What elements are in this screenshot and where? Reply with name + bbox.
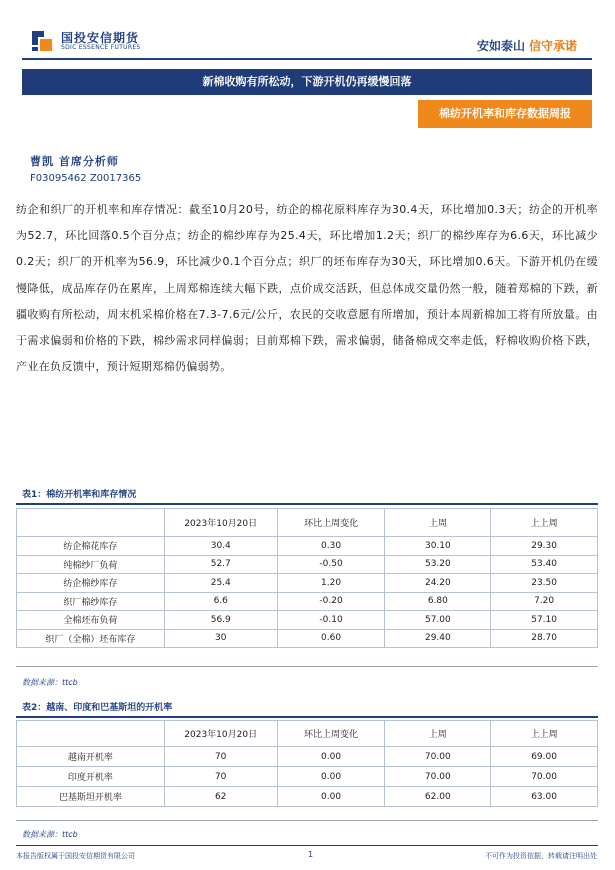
table-cell: 29.40	[385, 629, 491, 648]
table-cell: 70	[164, 747, 277, 767]
table-row	[17, 747, 598, 767]
column-header: 环比上周变化	[277, 509, 385, 537]
table-row	[17, 592, 598, 611]
table-cell: 70.00	[385, 747, 491, 767]
table-cell: 57.10	[491, 611, 598, 630]
report-title-banner: 新棉收购有所松动，下游开机仍再缓慢回落	[22, 69, 592, 95]
slogan-part-1: 安如泰山	[476, 39, 525, 53]
company-logo	[30, 28, 205, 54]
table-cell: 69.00	[491, 747, 598, 767]
column-header: 环比上周变化	[277, 721, 385, 747]
table-cell: 6.6	[164, 592, 277, 611]
row-label: 印度开机率	[17, 767, 165, 787]
table-cell: 52.7	[164, 555, 277, 574]
table2-header-row	[17, 721, 598, 747]
table-cell: 0.00	[277, 767, 385, 787]
table-cell: 24.20	[385, 574, 491, 593]
column-header	[17, 721, 165, 747]
table-cell: 62.00	[385, 787, 491, 807]
table2-source: 数据来源：ttcb	[22, 830, 78, 839]
table-row	[17, 611, 598, 630]
slogan	[477, 37, 577, 54]
table-cell: 0.00	[277, 787, 385, 807]
table-cell: -0.10	[277, 611, 385, 630]
row-label: 巴基斯坦开机率	[17, 787, 165, 807]
table-row	[17, 574, 598, 593]
logo-text-en: SDIC ESSENCE FUTURES	[61, 44, 141, 51]
row-label: 越南开机率	[17, 747, 165, 767]
table-cell: 0.00	[277, 747, 385, 767]
table2-top-rule	[16, 716, 598, 718]
table1	[16, 508, 598, 648]
page-number: 1	[308, 850, 314, 859]
table-cell: 62	[164, 787, 277, 807]
row-label: 纯棉纱厂负荷	[17, 555, 165, 574]
header-divider	[22, 58, 592, 60]
table-cell: 6.80	[385, 592, 491, 611]
table-cell: 53.40	[491, 555, 598, 574]
footer-copyright: 本报告版权属于国投安信期货有限公司	[16, 852, 135, 860]
table-cell: 63.00	[491, 787, 598, 807]
table-cell: 29.30	[491, 537, 598, 556]
column-header: 2023年10月20日	[164, 509, 277, 537]
table-cell: 0.60	[277, 629, 385, 648]
table-cell: -0.20	[277, 592, 385, 611]
table1-bottom-rule	[16, 666, 598, 667]
column-header: 上周	[385, 721, 491, 747]
table1-source: 数据来源：ttcb	[22, 678, 78, 687]
table-cell: 25.4	[164, 574, 277, 593]
table-cell: 70.00	[385, 767, 491, 787]
table-cell: 30.4	[164, 537, 277, 556]
table-row	[17, 787, 598, 807]
table-row	[17, 767, 598, 787]
table-cell: 30.10	[385, 537, 491, 556]
row-label: 织厂（全棉）坯布库存	[17, 629, 165, 648]
table1-top-rule	[16, 503, 598, 505]
table-row	[17, 555, 598, 574]
column-header: 上周	[385, 509, 491, 537]
table-cell: 57.00	[385, 611, 491, 630]
column-header: 上上周	[491, 509, 598, 537]
row-label: 织厂棉纱库存	[17, 592, 165, 611]
slogan-part-2: 信守承诺	[528, 39, 577, 53]
row-label: 纺企棉纱库存	[17, 574, 165, 593]
column-header: 上上周	[491, 721, 598, 747]
table-cell: -0.50	[277, 555, 385, 574]
report-type-tag: 棉纺开机率和库存数据周报	[418, 100, 592, 128]
table-cell: 1.20	[277, 574, 385, 593]
row-label: 纺企棉花库存	[17, 537, 165, 556]
table2-title: 表2：越南、印度和巴基斯坦的开机率	[22, 703, 173, 713]
column-header: 2023年10月20日	[164, 721, 277, 747]
table-cell: 56.9	[164, 611, 277, 630]
table-cell: 70.00	[491, 767, 598, 787]
table-row	[17, 629, 598, 648]
table-cell: 53.20	[385, 555, 491, 574]
author-certificates: F03095462 Z0017365	[30, 173, 142, 184]
table1-title: 表1：棉纺开机率和库存情况	[22, 490, 137, 500]
table2-bottom-rule	[16, 820, 598, 821]
table-cell: 30	[164, 629, 277, 648]
footer-divider	[16, 845, 598, 846]
summary-paragraph: 纺企和织厂的开机率和库存情况：截至10月20号，纺企的棉花原料库存为30.4天，环比增加0.3天；纺企的开机率为52.7，环比回落0.5个百分点；纺企的棉纱库存为25.4天，环比增加1.2天；织厂的棉纱库存为6.6天，环比减少0.2天；织厂的开机率为56.9，环比减少0.1个百分点；织厂的坯布库存为30天，环比增加0.6天。下游开机仍在缓慢降低，成品库存仍在累库，上周郑棉连续大幅下跌，点价成交活跃，但总体成交量仍然一般，随着郑棉的下跌，新疆收购有所松动，周末机采棉价格在7.3-7.6元/公斤，农民的交收意愿有所增加，预计本周新棉加工将有所放量。由于需求偏弱和价格的下跌，棉纱需求同样偏弱；目前郑棉下跌，需求偏弱，储备棉成交率走低，籽棉收购价格下跌，产业在负反馈中，预计短期郑棉仍偏弱势。	[16, 203, 598, 374]
table-cell: 23.50	[491, 574, 598, 593]
logo-mark-icon	[30, 29, 54, 53]
row-label: 全棉坯布负荷	[17, 611, 165, 630]
table-cell: 0.30	[277, 537, 385, 556]
table-cell: 70	[164, 767, 277, 787]
table1-header-row	[17, 509, 598, 537]
table-cell: 28.70	[491, 629, 598, 648]
table-cell: 7.20	[491, 592, 598, 611]
footer-disclaimer: 不可作为投资依据，转载请注明出处	[485, 852, 597, 860]
column-header	[17, 509, 165, 537]
logo-text-cn: 国投安信期货	[61, 31, 140, 45]
table2	[16, 720, 598, 807]
author-name: 曹凯 首席分析师	[30, 155, 119, 168]
table-row	[17, 537, 598, 556]
